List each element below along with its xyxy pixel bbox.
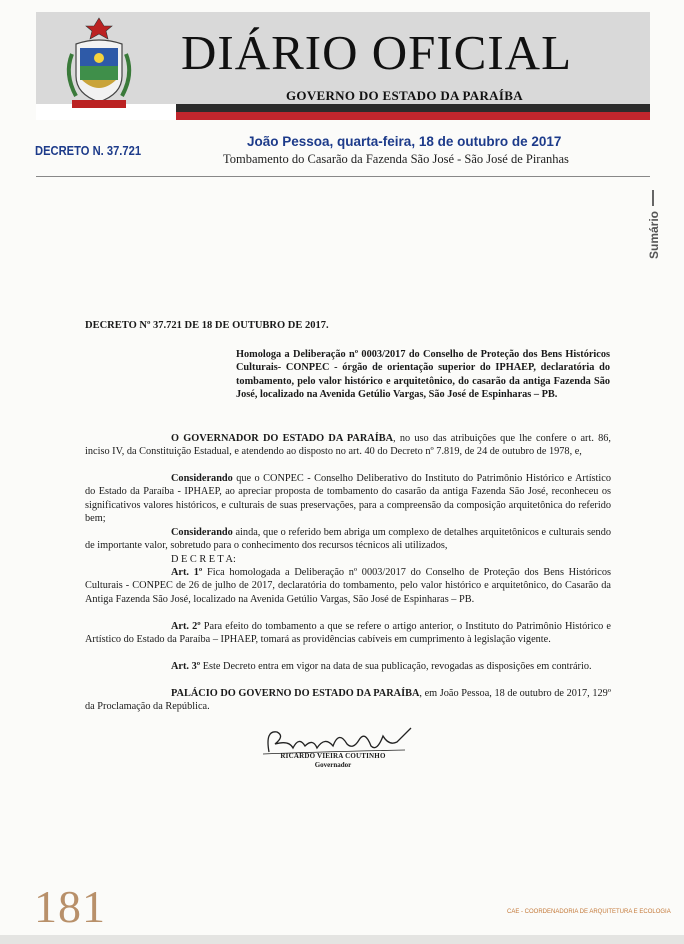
masthead-dark-stripe (176, 104, 650, 112)
decree-considering-1 (85, 472, 611, 526)
decree-closing (85, 687, 611, 714)
masthead-red-stripe (176, 112, 650, 120)
masthead (36, 12, 650, 120)
page-number: 181 (34, 881, 106, 932)
decree-number-heading: DECRETO N. 37.721 (35, 143, 142, 158)
decree-title: DECRETO Nº 37.721 DE 18 DE OUTUBRO DE 2017. (85, 320, 329, 331)
closing-text: , em João Pessoa, 18 de outubro de 2017, 129º da Proclamação da República. (85, 688, 611, 713)
edition-subject: Tombamento do Casarão da Fazenda São José - São José de Piranhas (223, 152, 569, 166)
edition-date: João Pessoa, quarta-feira, 18 de outubro de 2017 (247, 134, 562, 149)
sumario-label: Sumário (647, 211, 661, 260)
considering-2-bold: Considerando (171, 527, 233, 538)
bottom-band (0, 935, 684, 944)
footer-note: CAE - COORDENADORIA DE ARQUITETURA E ECOLOGIA (507, 909, 671, 915)
decree-article-1 (85, 566, 611, 606)
signatory-name: RICARDO VIEIRA COUTINHO (280, 752, 386, 760)
considering-1-bold: Considerando (171, 473, 233, 484)
sumario-tab[interactable] (644, 190, 664, 280)
state-coat-of-arms-icon (54, 14, 144, 114)
preamble-bold: O GOVERNADOR DO ESTADO DA PARAÍBA (171, 433, 394, 444)
article-3-text: Este Decreto entra em vigor na data de sua publicação, revogadas as disposições em contrário. (200, 661, 592, 672)
considering-1-text: que o CONPEC - Conselho Deliberativo do Instituto do Patrimônio Histórico e Artístico do Estado da Paraíba - IPHAEP, ao apreciar proposta de tombamento do casarão da antiga Fazenda São José, reconheceu os significativos valores históricos, e culturais de suas preservações, para a compreensão da composição arquitetônica do referido bem; (85, 473, 611, 525)
considering-2-text: ainda, que o referido bem abriga um complexo de detalhes arquitetônicos e culturais sendo de importante valor, sobretudo para o conhecimento dos recursos técnicos ali utilizados, (85, 527, 611, 552)
preamble-text: , no uso das atribuições que lhe confere o art. 86, inciso IV, da Constituição Estadual, e atendendo ao disposto no art. 40 do Decreto nº 7.819, de 24 de outubro de 1978, e, (85, 433, 611, 458)
decree-preamble (85, 432, 611, 459)
decree-article-3 (85, 660, 611, 673)
closing-bold: PALÁCIO DO GOVERNO DO ESTADO DA PARAÍBA (171, 688, 420, 699)
newspaper-title: DIÁRIO OFICIAL (181, 25, 572, 80)
article-1-text: Fica homologada a Deliberação nº 0003/2017 do Conselho de Proteção dos Bens Históricos Culturais - CONPEC de 26 de julho de 2017, declaratória do tombamento, pelo valor histórico e arquitetônico, do Casarão da Antiga Fazenda São José, localizado na Avenida Getúlio Vargas, São José de Espinharas – PB. (85, 567, 611, 605)
signatory-role: Governador (314, 761, 352, 769)
article-1-label: Art. 1º (171, 567, 203, 578)
decree-article-2 (85, 620, 611, 647)
article-2-text: Para efeito do tombamento a que se refere o artigo anterior, o Instituto do Patrimônio Histórico e Artístico do Estado da Paraíba – IPHAEP, tomará as providências cabíveis em cumprimento à legislação vigente. (85, 621, 611, 646)
newspaper-subtitle: GOVERNO DO ESTADO DA PARAÍBA (286, 88, 523, 103)
header-rule (36, 176, 650, 177)
decree-considering-2 (85, 526, 611, 553)
article-3-label: Art. 3º (171, 661, 201, 672)
decree-decreta: D E C R E T A: (171, 554, 236, 565)
decree-ementa: Homologa a Deliberação nº 0003/2017 do Conselho de Proteção dos Bens Históricos Culturais- CONPEC - órgão de orientação superior do IPHAEP, declaratória do tombamento, pelo valor histórico e arquitetônico, do casarão da antiga Fazenda São José, localizado na Avenida Getúlio Vargas, São José de Espinharas – PB. (236, 349, 610, 401)
article-2-label: Art. 2º (171, 621, 201, 632)
